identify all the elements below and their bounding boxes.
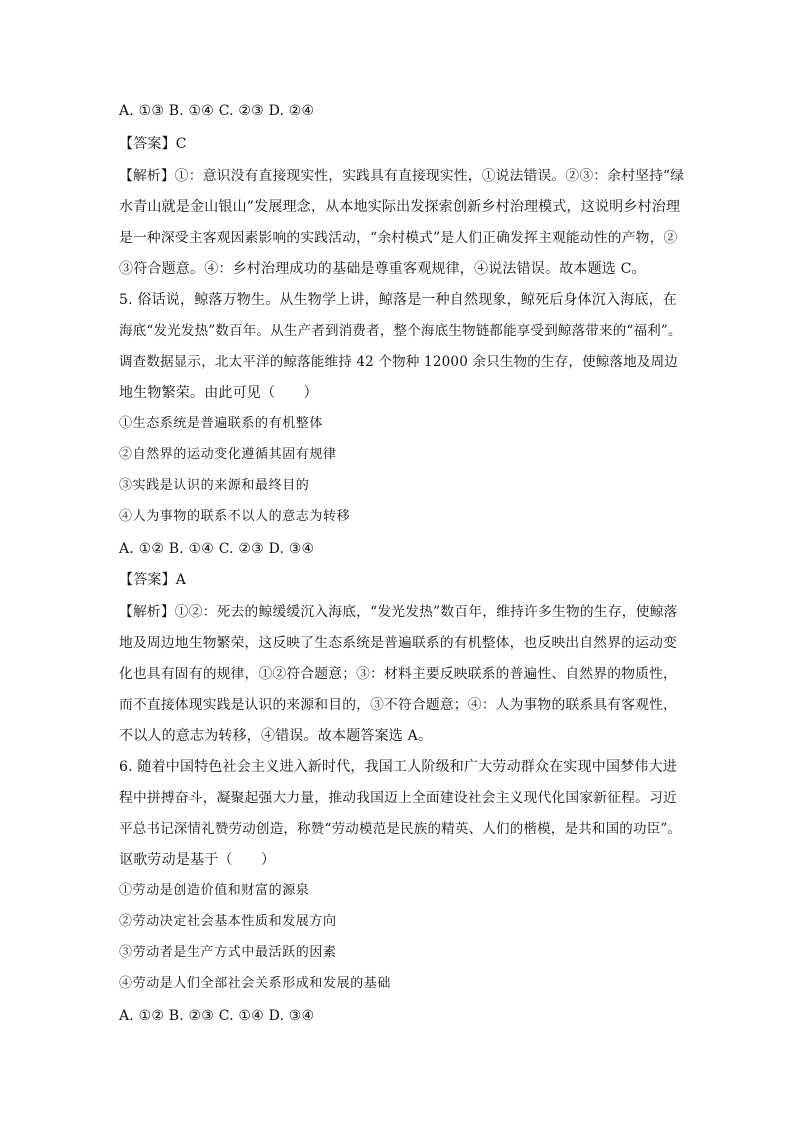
q5-option-1: ①生态系统是普遍联系的有机整体 xyxy=(119,416,324,431)
q5-answer: 【答案】A xyxy=(119,572,187,588)
q5-analysis-line-5: 不以人的意志为转移，④错误。故本题答案选 A。 xyxy=(119,728,433,744)
q4-analysis-line-4: ③符合题意。④：乡村治理成功的基础是尊重客观规律，④说法错误。故本题选 C。 xyxy=(119,261,646,277)
q6-choices: A. ①② B. ②③ C. ①④ D. ③④ xyxy=(119,1008,315,1024)
q5-option-4: ④人为事物的联系不以人的意志为转移 xyxy=(119,509,351,524)
q5-option-3: ③实践是认识的来源和最终目的 xyxy=(119,478,310,493)
q6-option-1: ①劳动是创造价值和财富的源泉 xyxy=(119,883,310,898)
q5-analysis-line-1: 【解析】①②：死去的鲸缓缓沉入海底，“发光发热”数百年，维持许多生物的生存，使鲸落 xyxy=(119,604,678,620)
q5-analysis-line-4: 而不直接体现实践是认识的来源和目的，③不符合题意；④：人为事物的联系具有客观性， xyxy=(119,697,678,713)
q5-choices: A. ①② B. ①④ C. ②③ D. ③④ xyxy=(119,541,315,557)
q6-stem-line-4: 讴歌劳动是基于（ ） xyxy=(119,852,276,868)
q6-option-3: ③劳动者是生产方式中最活跃的因素 xyxy=(119,945,337,960)
q5-stem-line-4: 地生物繁荣。由此可见（ ） xyxy=(119,385,318,401)
q5-stem-line-1: 5. 俗话说，鲸落万物生。从生物学上讲，鲸落是一种自然现象，鲸死后身体沉入海底，在 xyxy=(119,292,678,308)
q5-stem-line-3: 调查数据显示，北太平洋的鲸落能维持 42 个物种 12000 余只生物的生存，使鲸落地及周边 xyxy=(119,354,678,370)
q6-stem-line-3: 平总书记深情礼赞劳动创造，称赞“劳动模范是民族的精英、人们的楷模，是共和国的功臣”。 xyxy=(119,821,682,837)
q5-analysis-line-2: 地及周边地生物繁荣，这反映了生态系统是普遍联系的有机整体，也反映出自然界的运动变 xyxy=(119,635,678,651)
q4-answer: 【答案】C xyxy=(119,136,187,152)
q5-stem-line-2: 海底“发光发热”数百年。从生产者到消费者，整个海底生物链都能享受到鲸落带来的“福利”。 xyxy=(119,323,682,339)
q6-stem-line-2: 程中拼搏奋斗，凝聚起强大力量，推动我国迈上全面建设社会主义现代化国家新征程。习近 xyxy=(119,790,678,806)
q4-choices: A. ①③ B. ①④ C. ②③ D. ②④ xyxy=(119,103,315,119)
q4-analysis-line-3: 是一种深受主客观因素影响的实践活动，“余村模式”是人们正确发挥主观能动性的产物，② xyxy=(119,230,678,246)
q6-option-4: ④劳动是人们全部社会关系形成和发展的基础 xyxy=(119,976,392,991)
q6-option-2: ②劳动决定社会基本性质和发展方向 xyxy=(119,914,337,929)
q5-option-2: ②自然界的运动变化遵循其固有规律 xyxy=(119,447,337,462)
q4-analysis-line-2: 水青山就是金山银山”发展理念，从本地实际出发探索创新乡村治理模式，这说明乡村治理 xyxy=(119,199,681,215)
q6-stem-line-1: 6. 随着中国特色社会主义进入新时代，我国工人阶级和广大劳动群众在实现中国梦伟大进 xyxy=(119,759,678,775)
q5-analysis-line-3: 化也具有固有的规律，①②符合题意；③：材料主要反映联系的普遍性、自然界的物质性， xyxy=(119,666,678,682)
q4-analysis-line-1: 【解析】①：意识没有直接现实性，实践具有直接现实性，①说法错误。②③：余村坚持“绿 xyxy=(119,168,685,184)
